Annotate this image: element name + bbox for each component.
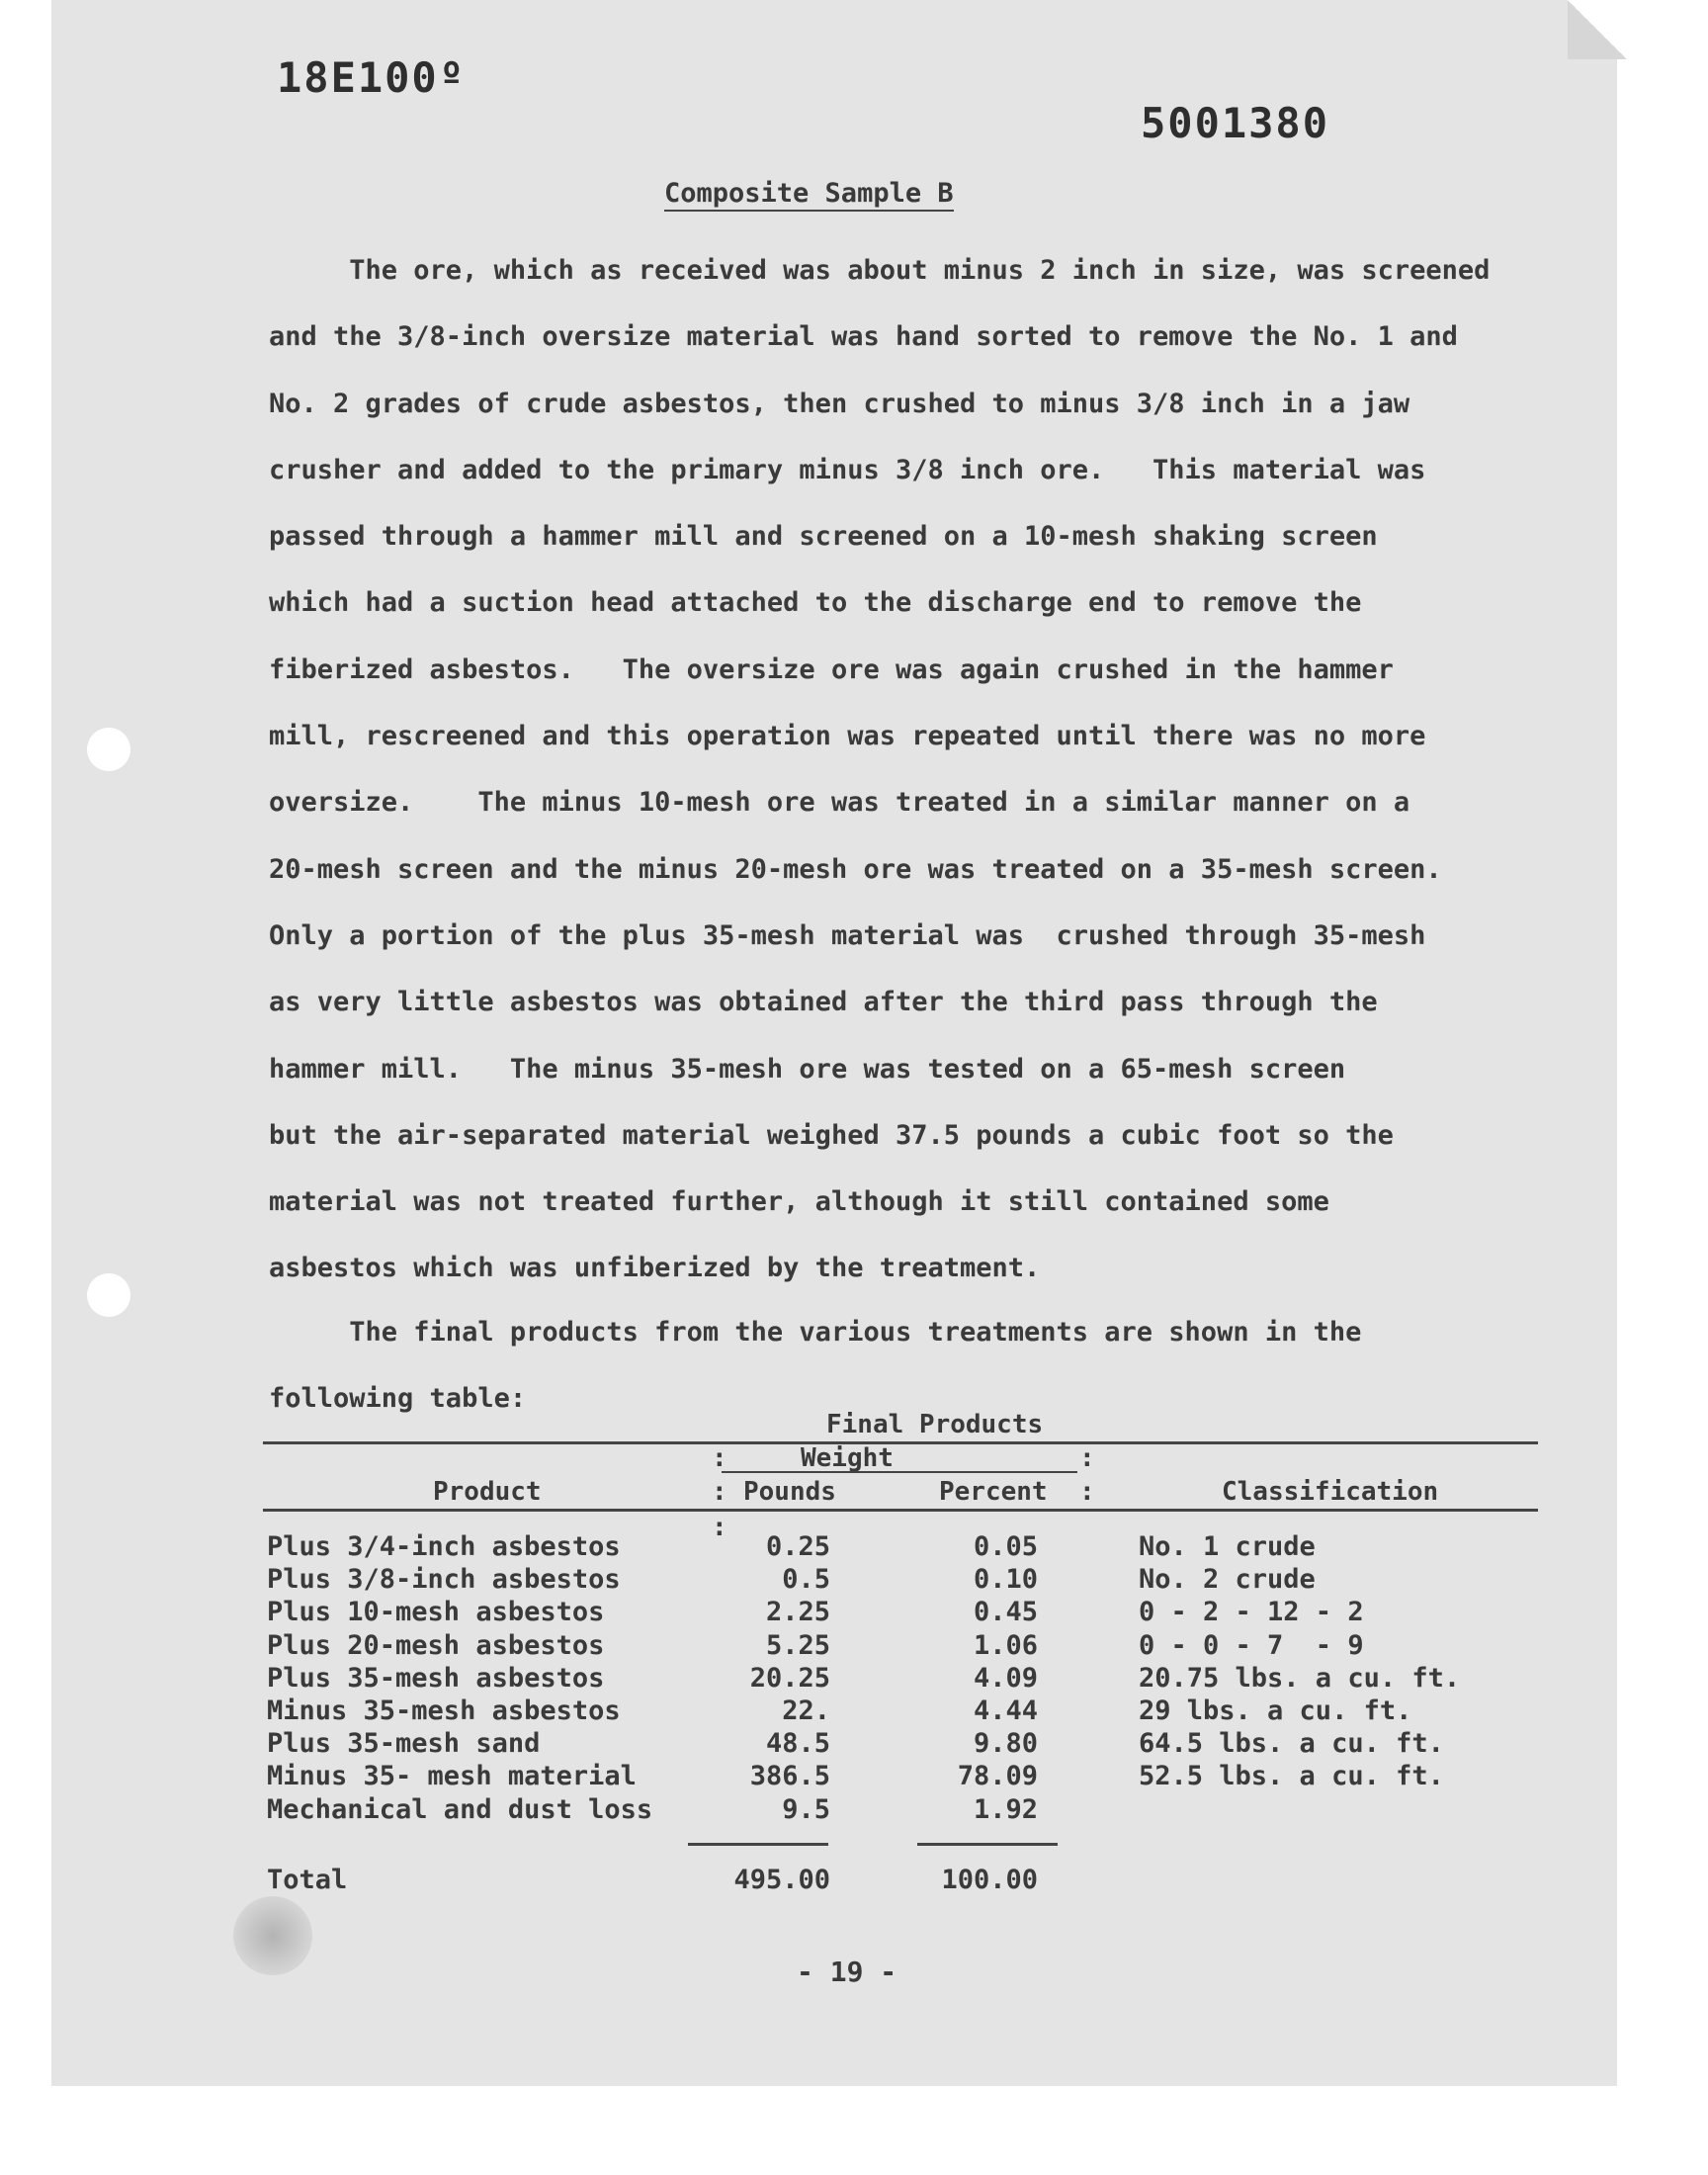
total-label: Total	[267, 1865, 348, 1895]
colon-mark: :	[712, 1513, 727, 1542]
column-header-classification: Classification	[1222, 1477, 1439, 1507]
classification-cell	[1139, 1793, 1460, 1826]
pounds-cell: 5.25	[765, 1629, 830, 1661]
smudge-mark	[233, 1896, 312, 1975]
percent-cell: 9.80	[973, 1728, 1038, 1760]
text-line: 20-mesh screen and the minus 20-mesh ore was treated on a 35-mesh screen.	[269, 853, 1442, 885]
pounds-cell: 48.5	[765, 1728, 830, 1760]
text-line: Only a portion of the plus 35-mesh material was crushed through 35-mesh	[269, 919, 1426, 951]
text-line: fiberized asbestos. The oversize ore was again crushed in the hammer	[269, 653, 1394, 685]
stamp-number-top-right: 5001380	[1141, 99, 1330, 147]
colon-mark: :	[1079, 1477, 1095, 1507]
colon-mark: :	[1079, 1443, 1095, 1473]
colon-mark: :	[712, 1443, 727, 1473]
classification-cell: 64.5 lbs. a cu. ft.	[1139, 1728, 1444, 1760]
text-line: which had a suction head attached to the discharge end to remove the	[269, 587, 1362, 619]
classification-cell: 20.75 lbs. a cu. ft.	[1139, 1662, 1461, 1694]
product-cell: Mechanical and dust loss	[267, 1793, 653, 1825]
product-cell: Plus 35-mesh sand	[267, 1728, 541, 1760]
product-cell: Plus 10-mesh asbestos	[267, 1597, 605, 1628]
percent-cell: 0.05	[973, 1531, 1038, 1562]
text-line: as very little asbestos was obtained after the third pass through the	[269, 987, 1378, 1018]
punch-hole	[87, 728, 130, 771]
product-cell: Plus 3/8-inch asbestos	[267, 1564, 621, 1596]
text-line: The ore, which as received was about minus 2 inch in size, was screened	[269, 255, 1491, 286]
weight-underline	[722, 1471, 1077, 1473]
percent-cell: 1.92	[973, 1793, 1038, 1825]
folded-corner	[1568, 0, 1627, 59]
page-number: - 19 -	[797, 1956, 897, 1988]
classification-cell: 52.5 lbs. a cu. ft.	[1139, 1761, 1444, 1792]
column-header-percent: Percent	[939, 1477, 1048, 1507]
pounds-cell: 386.5	[749, 1761, 830, 1792]
body-paragraph	[269, 237, 1534, 1302]
pounds-column	[692, 1530, 830, 1826]
pounds-cell: 9.5	[782, 1793, 830, 1825]
text-line: passed through a hammer mill and screened on a 10-mesh shaking screen	[269, 521, 1378, 553]
product-cell: Minus 35-mesh asbestos	[267, 1695, 621, 1726]
table-caption: Final Products	[826, 1410, 1044, 1439]
text-line: hammer mill. The minus 35-mesh ore was tested on a 65-mesh screen	[269, 1053, 1346, 1085]
table-top-rule	[263, 1441, 1538, 1444]
product-cell: Plus 35-mesh asbestos	[267, 1662, 605, 1694]
percent-sum-rule	[917, 1843, 1058, 1846]
percent-cell: 0.10	[973, 1564, 1038, 1596]
percent-column	[919, 1530, 1038, 1826]
product-cell: Plus 3/4-inch asbestos	[267, 1531, 621, 1562]
percent-cell: 4.09	[973, 1662, 1038, 1694]
product-column	[267, 1530, 652, 1826]
percent-cell: 1.06	[973, 1629, 1038, 1661]
weight-header: Weight	[801, 1443, 894, 1473]
pounds-cell: 0.5	[782, 1564, 830, 1596]
text-line: mill, rescreened and this operation was repeated until there was no more	[269, 721, 1426, 752]
stamp-number-top-left: 18E100º	[277, 53, 467, 102]
text-line: No. 2 grades of crude asbestos, then crushed to minus 3/8 inch in a jaw	[269, 388, 1410, 419]
text-line: material was not treated further, although it still contained some	[269, 1186, 1329, 1218]
column-header-product: Product	[433, 1477, 542, 1507]
classification-cell: No. 2 crude	[1139, 1564, 1316, 1596]
table-header-rule	[263, 1509, 1538, 1512]
punch-hole	[87, 1273, 130, 1317]
pounds-cell: 22.	[782, 1695, 830, 1726]
percent-cell: 0.45	[973, 1597, 1038, 1628]
classification-column	[1139, 1530, 1460, 1826]
text-line: crusher and added to the primary minus 3/8 inch ore. This material was	[269, 454, 1426, 485]
pounds-cell: 20.25	[749, 1662, 830, 1694]
pounds-cell: 2.25	[765, 1597, 830, 1628]
product-cell: Minus 35- mesh material	[267, 1761, 637, 1792]
pounds-cell: 0.25	[765, 1531, 830, 1562]
text-line: following table:	[269, 1383, 527, 1414]
text-line: but the air-separated material weighed 37.5 pounds a cubic foot so the	[269, 1119, 1394, 1151]
classification-cell: 0 - 2 - 12 - 2	[1139, 1597, 1364, 1628]
text-line: The final products from the various treatments are shown in the	[269, 1317, 1362, 1348]
total-pounds: 495.00	[733, 1865, 830, 1895]
percent-cell: 4.44	[973, 1695, 1038, 1726]
classification-cell: 0 - 0 - 7 - 9	[1139, 1629, 1364, 1661]
colon-mark: :	[712, 1477, 727, 1507]
pounds-sum-rule	[688, 1843, 828, 1846]
product-cell: Plus 20-mesh asbestos	[267, 1629, 605, 1661]
total-percent: 100.00	[941, 1865, 1038, 1895]
section-title: Composite Sample B	[664, 178, 954, 212]
text-line: asbestos which was unfiberized by the treatment.	[269, 1253, 1041, 1284]
text-line: and the 3/8-inch oversize material was hand sorted to remove the No. 1 and	[269, 321, 1458, 353]
column-header-pounds: Pounds	[743, 1477, 836, 1507]
percent-cell: 78.09	[957, 1761, 1038, 1792]
classification-cell: 29 lbs. a cu. ft.	[1139, 1695, 1412, 1726]
text-line: oversize. The minus 10-mesh ore was treated in a similar manner on a	[269, 787, 1410, 819]
classification-cell: No. 1 crude	[1139, 1531, 1316, 1562]
